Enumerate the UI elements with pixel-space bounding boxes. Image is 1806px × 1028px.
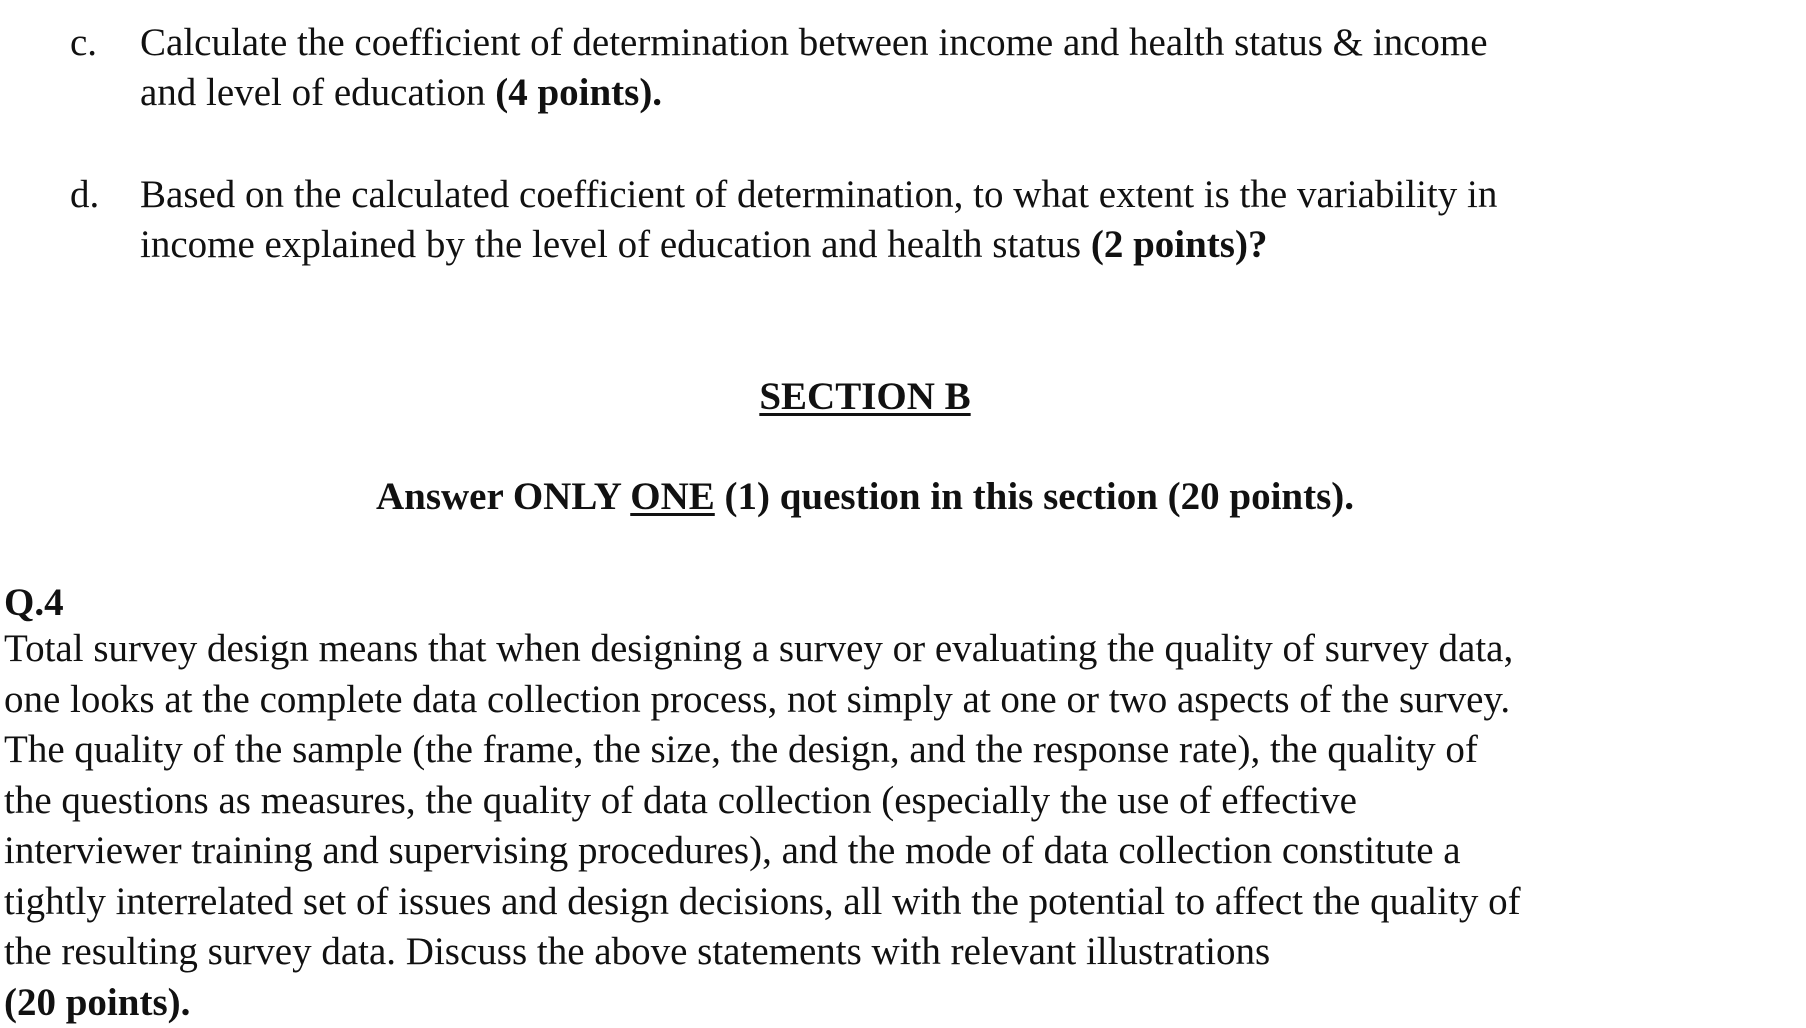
item-c-marker: c.: [70, 21, 98, 64]
item-c-line-2: [140, 68, 1750, 118]
item-c-points: (4 points).: [495, 71, 663, 114]
question-item-c: [70, 18, 1770, 118]
question-4-line-7-text: the resulting survey data. Discuss the above statements with relevant illustrations: [4, 930, 1271, 973]
question-4-line-6: tightly interrelated set of issues and design decisions, all with the potential to affect the quality of: [4, 879, 1521, 923]
question-4-line-4: the questions as measures, the quality of data collection (especially the use of effective: [4, 778, 1357, 822]
item-d-points: (2 points)?: [1090, 223, 1268, 266]
item-d-text: [140, 170, 1750, 270]
item-d-marker: d.: [70, 173, 100, 216]
section-b-instruction: [0, 472, 1730, 522]
question-4-label: Q.4: [4, 581, 64, 624]
question-item-d: [70, 170, 1770, 270]
question-4-line-7: [4, 927, 1724, 1028]
item-c-line-1: Calculate the coefficient of determination between income and health status & income: [140, 21, 1488, 64]
question-4-line-3: The quality of the sample (the frame, the size, the design, and the response rate), the quality of: [4, 728, 1478, 771]
item-d-line-2: [140, 220, 1750, 270]
section-b-title: SECTION B: [759, 375, 971, 418]
item-d-line-1: Based on the calculated coefficient of determination, to what extent is the variability in: [140, 173, 1498, 216]
instruction-pre: Answer ONLY: [375, 475, 631, 518]
question-4-line-1: Total survey design means that when designing a survey or evaluating the quality of survey data,: [4, 627, 1514, 670]
question-4-line-2: one looks at the complete data collection process, not simply at one or two aspects of the survey.: [4, 677, 1511, 721]
instruction-post: (1) question in this section (20 points).: [714, 475, 1354, 518]
item-c-text: [140, 18, 1750, 118]
item-d-line-2-text: income explained by the level of education and health status: [140, 223, 1091, 266]
question-4-points: (20 points).: [4, 980, 191, 1024]
item-c-line-2-text: and level of education: [140, 71, 496, 114]
question-4-line-5: interviewer training and supervising procedures), and the mode of data collection constitute a: [4, 829, 1461, 872]
question-4-body: [4, 624, 1724, 1028]
instruction-emphasis: ONE: [630, 475, 715, 518]
